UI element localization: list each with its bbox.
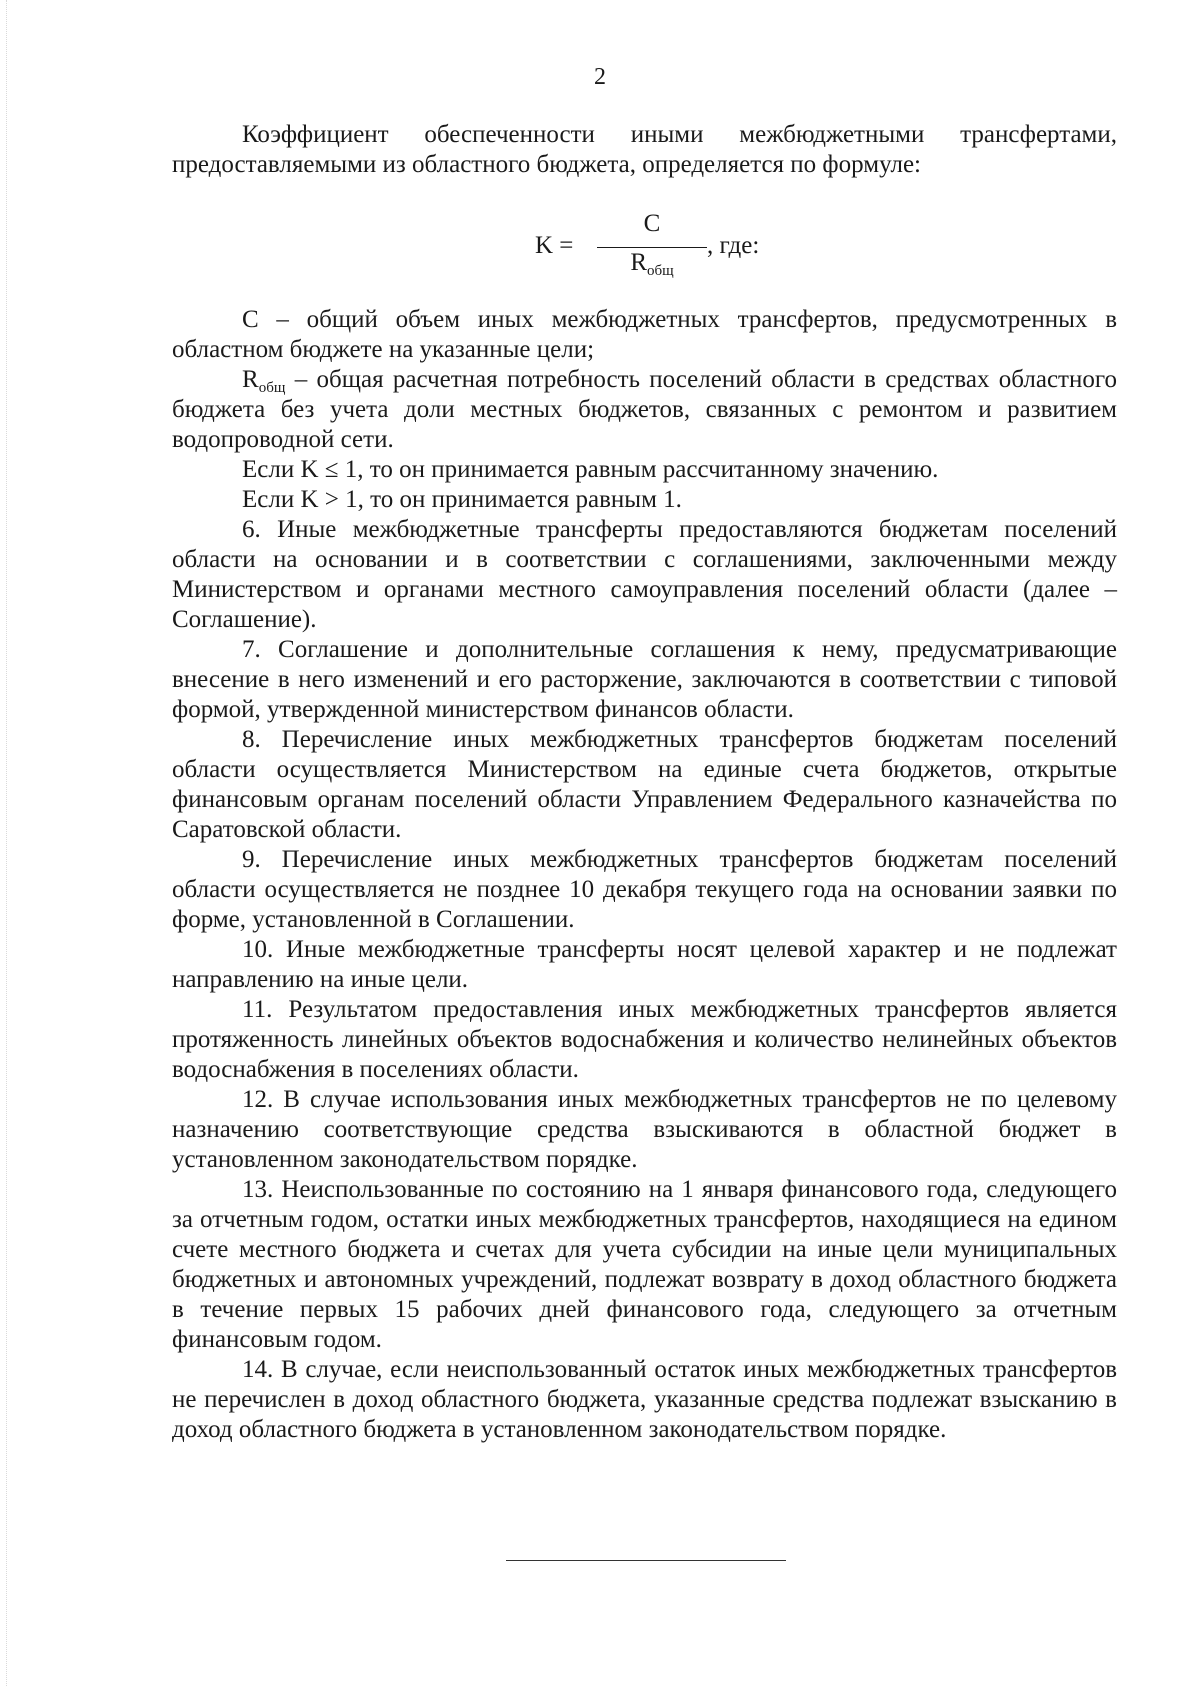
definition-r [172,365,1117,455]
clause-7: 7. Соглашение и дополнительные соглашения к нему, предусматривающие внесение в него изменений и его расторжение, заключаются в соответствии с типовой формой, утвержденной министерством финансов области. [172,636,1117,723]
clause-8: 8. Перечисление иных межбюджетных трансфертов бюджетам поселений области осуществляется Министерством на единые счета бюджетов, открытые финансовым органам поселений области Управлением Федерального казначейства по Саратовской области. [172,726,1117,843]
clause-13: 13. Неиспользованные по состоянию на 1 января финансового года, следующего за отчетным годом, остатки иных межбюджетных трансфертов, находящиеся на едином счете местного бюджета и счетах для учета субсидии на иные цели муниципальных бюджетных и автономных учреждений, подлежат возврату в доход областного бюджета в течение первых 15 рабочих дней финансового года, следующего за отчетным финансовым годом. [172,1176,1117,1353]
clause-10: 10. Иные межбюджетные трансферты носят целевой характер и не подлежат направлению на иные цели. [172,936,1117,993]
scan-edge [6,0,7,1686]
clause-6: 6. Иные межбюджетные трансферты предоставляются бюджетам поселений области на основании и в соответствии с соглашениями, заключенными между Министерством и органами местного самоуправления поселений области (далее – Соглашение). [172,516,1117,633]
formula-denominator [597,248,707,278]
formula-lhs: K = [535,232,574,259]
page-number: 2 [594,64,606,90]
end-rule [506,1560,786,1561]
denominator-subscript: общ [647,263,674,279]
definition-c: C – общий объем иных межбюджетных трансфертов, предусмотренных в областном бюджете на указанные цели; [172,306,1117,363]
formula-fraction [597,210,707,278]
definition-r-subscript: общ [258,380,286,396]
coefficient-formula [535,210,785,280]
definition-r-text: – общая расчетная потребность поселений области в средствах областного бюджета без учета доли местных бюджетов, связанных с ремонтом и развитием водопроводной сети. [172,366,1117,453]
document-body [172,305,1117,1445]
clause-11: 11. Результатом предоставления иных межбюджетных трансфертов является протяженность линейных объектов водоснабжения и количество нелинейных объектов водоснабжения в поселениях области. [172,996,1117,1083]
denominator-base: R [630,249,647,276]
intro-paragraph: Коэффициент обеспеченности иными межбюджетными трансфертами, предоставляемыми из областного бюджета, определяется по формуле: [172,121,1117,178]
clause-12: 12. В случае использования иных межбюджетных трансфертов не по целевому назначению соответствующие средства взыскиваются в областной бюджет в установленном законодательством порядке. [172,1086,1117,1173]
formula-rhs: , где: [707,232,760,259]
condition-gt-one: Если K > 1, то он принимается равным 1. [242,486,682,513]
definition-r-base: R [242,366,259,393]
clause-14: 14. В случае, если неиспользованный остаток иных межбюджетных трансфертов не перечислен в доход областного бюджета, указанные средства подлежат взысканию в доход областного бюджета в установленном законодательством порядке. [172,1356,1117,1443]
formula-numerator: C [643,210,661,237]
clause-9: 9. Перечисление иных межбюджетных трансфертов бюджетам поселений области осуществляется не позднее 10 декабря текущего года на основании заявки по форме, установленной в Соглашении. [172,846,1117,933]
condition-le-one: Если K ≤ 1, то он принимается равным рассчитанному значению. [242,456,939,483]
